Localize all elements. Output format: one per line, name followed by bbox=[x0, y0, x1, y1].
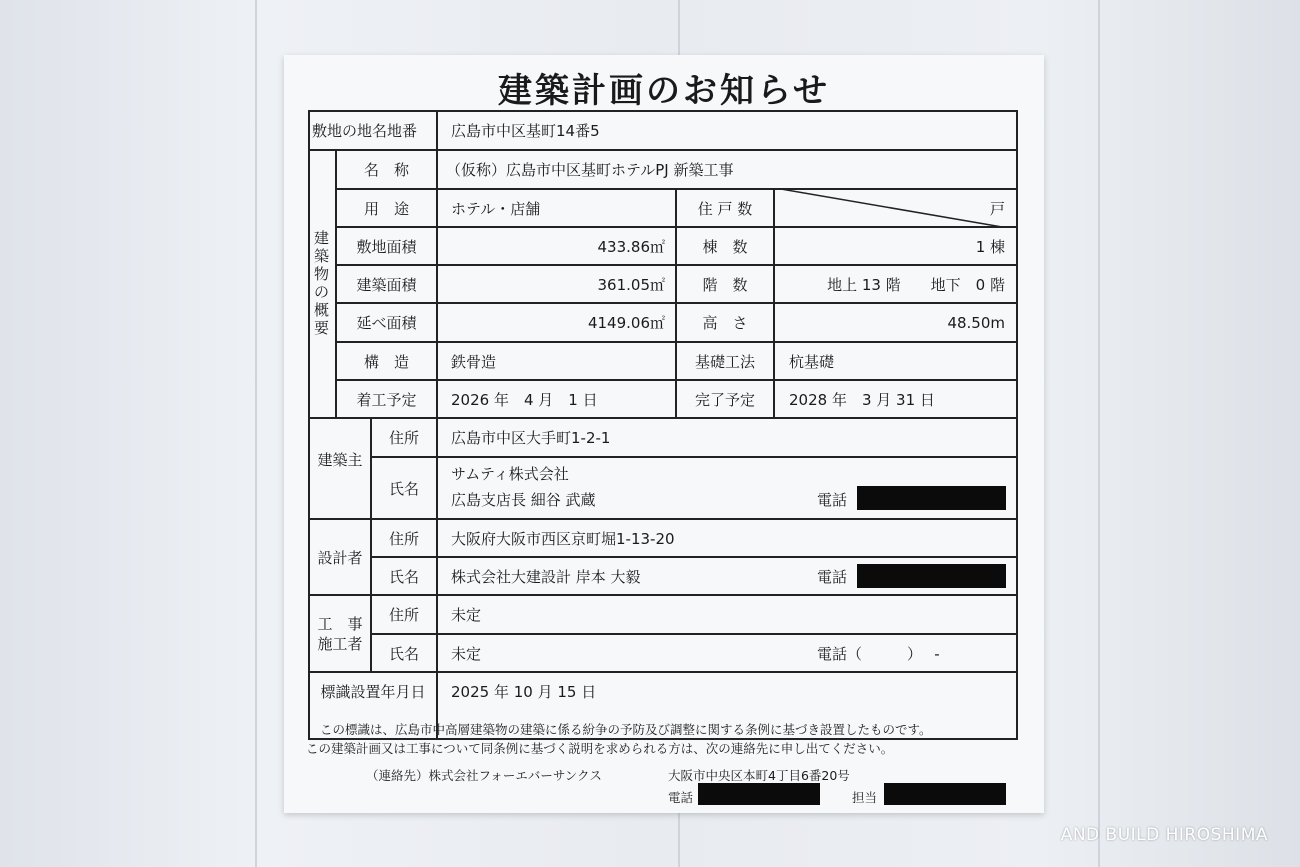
contact-phone-label: 電話 bbox=[668, 790, 694, 805]
owner-name-line1: サムティ株式会社 bbox=[451, 464, 569, 483]
contact-company: （連絡先）株式会社フォーエバーサンクス bbox=[366, 768, 602, 783]
height-value: 48.50m bbox=[947, 313, 1005, 332]
contractor-name: 未定 bbox=[451, 644, 482, 663]
use-label: 用 途 bbox=[363, 199, 409, 218]
height-label: 高 さ bbox=[702, 314, 748, 332]
structure-value: 鉄骨造 bbox=[451, 352, 497, 371]
redaction-bar bbox=[884, 783, 1006, 805]
building-overview-label: 建 築 物 の 概 要 bbox=[313, 229, 329, 337]
contractor-address-label: 住所 bbox=[388, 606, 419, 624]
owner-address: 広島市中区大手町1-2-1 bbox=[451, 429, 611, 447]
completion-label: 完了予定 bbox=[694, 390, 755, 409]
foundation-label: 基礎工法 bbox=[694, 352, 755, 371]
name-label: 名 称 bbox=[363, 161, 409, 179]
watermark: AND BUILD HIROSHIMA bbox=[1060, 825, 1268, 845]
units-label: 住 戸 数 bbox=[697, 199, 753, 218]
wall-seam bbox=[255, 0, 257, 867]
structure-label: 構 造 bbox=[363, 352, 409, 371]
floors-value: 地上 13 階 地下 0 階 bbox=[827, 275, 1005, 294]
units-value: 戸 bbox=[989, 199, 1005, 218]
owner-label: 建築主 bbox=[317, 451, 363, 469]
redaction-bar bbox=[698, 783, 820, 805]
owner-address-label: 住所 bbox=[388, 429, 419, 447]
contact-person-label: 担当 bbox=[852, 790, 878, 805]
designer-phone-label: 電話 bbox=[817, 567, 848, 586]
redaction-bar bbox=[857, 564, 1006, 588]
row-divider bbox=[370, 456, 1018, 458]
site-label: 敷地の地名地番 bbox=[312, 122, 418, 140]
sign-title: 建築計画のお知らせ bbox=[498, 71, 830, 111]
note-line-1: この標識は、広島市中高層建築物の建築に係る紛争の予防及び調整に関する条例に基づき設置したものです。 bbox=[320, 722, 932, 737]
redaction-bar bbox=[857, 486, 1006, 510]
building-plan-notice-sign bbox=[284, 55, 1044, 813]
site-area-label: 敷地面積 bbox=[356, 237, 417, 256]
contact-address: 大阪市中央区本町4丁目6番20号 bbox=[668, 768, 850, 783]
floor-area-label: 延べ面積 bbox=[356, 314, 417, 332]
buildings-value: 1 棟 bbox=[975, 237, 1005, 256]
contractor-name-label: 氏名 bbox=[388, 644, 419, 663]
building-area-label: 建築面積 bbox=[356, 275, 417, 294]
posted-date-label: 標識設置年月日 bbox=[320, 683, 426, 701]
floor-area-value: 4149.06㎡ bbox=[587, 314, 665, 332]
owner-name-line2: 広島支店長 細谷 武蔵 bbox=[451, 490, 596, 509]
contractor-phone: 電話（ ） - bbox=[817, 644, 940, 663]
use-value: ホテル・店舗 bbox=[451, 199, 541, 218]
foundation-value: 杭基礎 bbox=[789, 352, 835, 371]
start-label: 着工予定 bbox=[356, 390, 417, 409]
wall-seam bbox=[1098, 0, 1100, 867]
designer-label: 設計者 bbox=[317, 548, 363, 567]
contractor-label: 工 事 施工者 bbox=[317, 614, 363, 653]
site-value: 広島市中区基町14番5 bbox=[451, 122, 600, 140]
note-line-2: この建築計画又は工事について同条例に基づく説明を求められる方は、次の連絡先に申し出てください。 bbox=[306, 741, 894, 756]
site-area-value: 433.86㎡ bbox=[597, 237, 665, 256]
buildings-label: 棟 数 bbox=[702, 237, 748, 256]
designer-address: 大阪府大阪市西区京町堀1-13-20 bbox=[451, 529, 675, 548]
col-divider bbox=[436, 417, 438, 740]
col-divider bbox=[436, 110, 438, 419]
building-area-value: 361.05㎡ bbox=[597, 275, 665, 294]
posted-date-value: 2025 年 10 月 15 日 bbox=[451, 683, 597, 701]
name-value: （仮称）広島市中区基町ホテルPJ 新築工事 bbox=[446, 161, 734, 179]
designer-address-label: 住所 bbox=[388, 529, 419, 548]
floors-label: 階 数 bbox=[702, 275, 748, 294]
owner-name-label: 氏名 bbox=[388, 479, 419, 498]
start-value: 2026 年 4 月 1 日 bbox=[451, 390, 598, 409]
contractor-address: 未定 bbox=[451, 606, 482, 624]
designer-name: 株式会社大建設計 岸本 大毅 bbox=[451, 567, 641, 586]
designer-name-label: 氏名 bbox=[388, 567, 419, 586]
owner-phone-label: 電話 bbox=[817, 490, 848, 509]
completion-value: 2028 年 3 月 31 日 bbox=[789, 390, 935, 409]
